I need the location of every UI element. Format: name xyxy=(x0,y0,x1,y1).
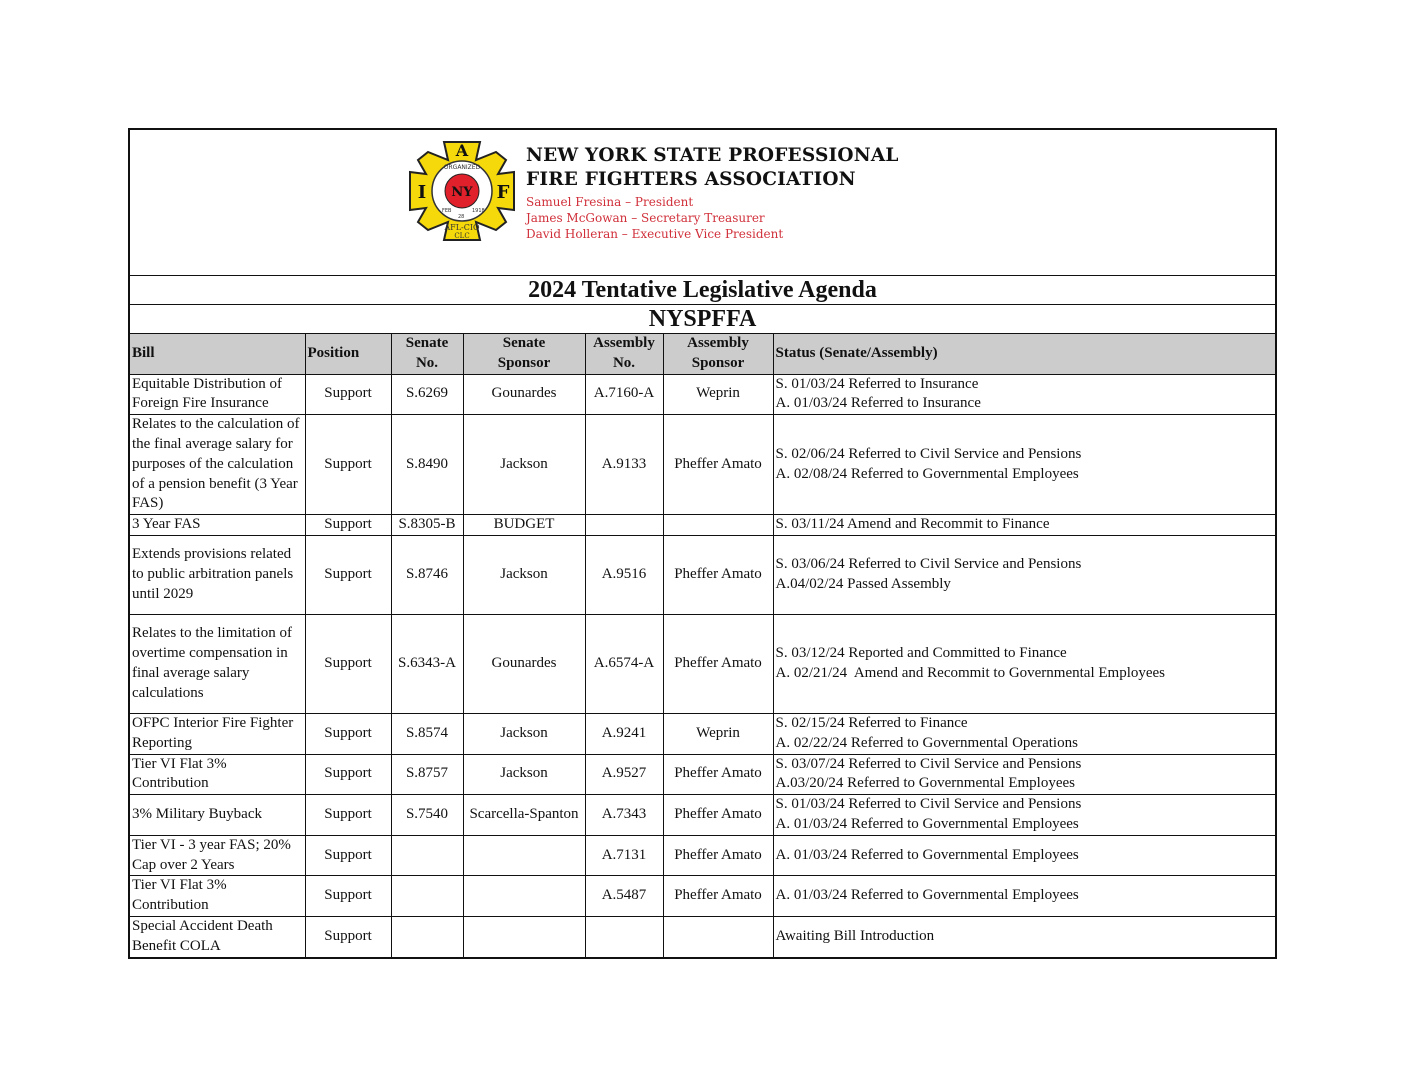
senate-sponsor-cell: Jackson xyxy=(463,415,585,515)
position-cell: Support xyxy=(305,916,391,957)
col-header-senate-no: Senate No. xyxy=(391,334,463,375)
org-name-line2: FIRE FIGHTERS ASSOCIATION xyxy=(526,169,856,190)
col-header-assembly-sponsor: Assembly Sponsor xyxy=(663,334,773,375)
assembly-no-cell: A.6574-A xyxy=(585,614,663,713)
svg-text:ORGANIZED: ORGANIZED xyxy=(443,164,481,171)
table-row xyxy=(129,876,1276,917)
table-row xyxy=(129,614,1276,713)
senate-sponsor-cell: Scarcella-Spanton xyxy=(463,795,585,836)
legislative-agenda-document xyxy=(128,128,1275,959)
org-name-line1: NEW YORK STATE PROFESSIONAL xyxy=(526,145,899,166)
svg-text:FEB: FEB xyxy=(442,208,452,214)
senate-no-cell: S.8574 xyxy=(391,713,463,754)
position-cell: Support xyxy=(305,876,391,917)
table-row xyxy=(129,713,1276,754)
assembly-no-cell: A.9133 xyxy=(585,415,663,515)
status-cell: S. 03/12/24 Reported and Committed to Finance A. 02/21/24 Amend and Recommit to Governmental Employees xyxy=(773,614,1276,713)
senate-no-cell: S.8305-B xyxy=(391,515,463,536)
assembly-no-cell xyxy=(585,916,663,957)
assembly-sponsor-cell: Weprin xyxy=(663,713,773,754)
senate-sponsor-cell: Gounardes xyxy=(463,614,585,713)
assembly-sponsor-cell: Pheffer Amato xyxy=(663,835,773,876)
col-header-senate-sponsor: Senate Sponsor xyxy=(463,334,585,375)
senate-sponsor-cell: Jackson xyxy=(463,713,585,754)
assembly-no-cell: A.9241 xyxy=(585,713,663,754)
officer-executive-vp: David Holleran – Executive Vice President xyxy=(526,227,784,241)
assembly-sponsor-cell: Pheffer Amato xyxy=(663,535,773,614)
assembly-sponsor-cell: Pheffer Amato xyxy=(663,415,773,515)
position-cell: Support xyxy=(305,415,391,515)
senate-no-cell: S.7540 xyxy=(391,795,463,836)
position-cell: Support xyxy=(305,754,391,795)
assembly-no-cell: A.7343 xyxy=(585,795,663,836)
col-header-position: Position xyxy=(305,334,391,375)
status-cell: A. 01/03/24 Referred to Governmental Employees xyxy=(773,835,1276,876)
position-cell: Support xyxy=(305,374,391,415)
svg-text:I: I xyxy=(417,182,427,203)
assembly-no-cell: A.7131 xyxy=(585,835,663,876)
position-cell: Support xyxy=(305,515,391,536)
bill-cell: Extends provisions related to public arbitration panels until 2029 xyxy=(129,535,305,614)
bill-cell: OFPC Interior Fire Fighter Reporting xyxy=(129,713,305,754)
senate-no-cell: S.8490 xyxy=(391,415,463,515)
page-subtitle: NYSPFFA xyxy=(129,305,1276,334)
status-cell: Awaiting Bill Introduction xyxy=(773,916,1276,957)
officer-secretary-treasurer: James McGowan – Secretary Treasurer xyxy=(526,211,765,225)
bill-cell: Tier VI Flat 3% Contribution xyxy=(129,754,305,795)
assembly-sponsor-cell xyxy=(663,515,773,536)
table-row xyxy=(129,415,1276,515)
senate-no-cell: S.6269 xyxy=(391,374,463,415)
senate-sponsor-cell xyxy=(463,916,585,957)
organization-block xyxy=(526,144,899,242)
senate-sponsor-cell xyxy=(463,876,585,917)
assembly-sponsor-cell: Pheffer Amato xyxy=(663,754,773,795)
page-title: 2024 Tentative Legislative Agenda xyxy=(129,276,1276,305)
position-cell: Support xyxy=(305,614,391,713)
assembly-no-cell: A.9516 xyxy=(585,535,663,614)
status-cell: A. 01/03/24 Referred to Governmental Employees xyxy=(773,876,1276,917)
senate-no-cell xyxy=(391,916,463,957)
senate-sponsor-cell: Gounardes xyxy=(463,374,585,415)
assembly-sponsor-cell: Weprin xyxy=(663,374,773,415)
status-cell: S. 02/06/24 Referred to Civil Service and Pensions A. 02/08/24 Referred to Governmental Employees xyxy=(773,415,1276,515)
svg-text:AFL-CIO: AFL-CIO xyxy=(444,223,480,232)
status-cell: S. 02/15/24 Referred to Finance A. 02/22/24 Referred to Governmental Operations xyxy=(773,713,1276,754)
svg-text:CLC: CLC xyxy=(454,232,470,240)
table-row xyxy=(129,374,1276,415)
letterhead xyxy=(129,129,1276,276)
bill-cell: Equitable Distribution of Foreign Fire Insurance xyxy=(129,374,305,415)
bill-cell: Tier VI Flat 3% Contribution xyxy=(129,876,305,917)
status-cell: S. 03/06/24 Referred to Civil Service and Pensions A.04/02/24 Passed Assembly xyxy=(773,535,1276,614)
status-cell: S. 03/11/24 Amend and Recommit to Finance xyxy=(773,515,1276,536)
table-row xyxy=(129,835,1276,876)
bill-cell: Relates to the limitation of overtime compensation in final average salary calculations xyxy=(129,614,305,713)
assembly-sponsor-cell: Pheffer Amato xyxy=(663,614,773,713)
table-row xyxy=(129,916,1276,957)
bill-cell: Tier VI - 3 year FAS; 20% Cap over 2 Years xyxy=(129,835,305,876)
col-header-bill: Bill xyxy=(129,334,305,375)
bill-cell: 3 Year FAS xyxy=(129,515,305,536)
senate-no-cell: S.8757 xyxy=(391,754,463,795)
bill-cell: 3% Military Buyback xyxy=(129,795,305,836)
assembly-sponsor-cell: Pheffer Amato xyxy=(663,795,773,836)
svg-text:1918: 1918 xyxy=(472,208,485,214)
senate-sponsor-cell xyxy=(463,835,585,876)
table-row xyxy=(129,795,1276,836)
senate-sponsor-cell: BUDGET xyxy=(463,515,585,536)
col-header-assembly-no: Assembly No. xyxy=(585,334,663,375)
col-header-status: Status (Senate/Assembly) xyxy=(773,334,1276,375)
assembly-no-cell xyxy=(585,515,663,536)
svg-text:NY: NY xyxy=(451,185,473,200)
status-cell: S. 01/03/24 Referred to Civil Service and Pensions A. 01/03/24 Referred to Governmental Employees xyxy=(773,795,1276,836)
assembly-sponsor-cell xyxy=(663,916,773,957)
bill-cell: Special Accident Death Benefit COLA xyxy=(129,916,305,957)
table-header-row xyxy=(129,334,1276,375)
table-row xyxy=(129,535,1276,614)
svg-text:28: 28 xyxy=(458,214,465,220)
iaff-logo-icon xyxy=(406,138,518,244)
senate-sponsor-cell: Jackson xyxy=(463,754,585,795)
senate-no-cell: S.8746 xyxy=(391,535,463,614)
assembly-no-cell: A.5487 xyxy=(585,876,663,917)
senate-sponsor-cell: Jackson xyxy=(463,535,585,614)
table-row xyxy=(129,515,1276,536)
svg-text:F: F xyxy=(496,182,510,203)
status-cell: S. 01/03/24 Referred to Insurance A. 01/03/24 Referred to Insurance xyxy=(773,374,1276,415)
bill-cell: Relates to the calculation of the final average salary for purposes of the calculation of a pension benefit (3 Year FAS) xyxy=(129,415,305,515)
assembly-no-cell: A.7160-A xyxy=(585,374,663,415)
assembly-sponsor-cell: Pheffer Amato xyxy=(663,876,773,917)
svg-text:A: A xyxy=(455,141,469,160)
agenda-table xyxy=(128,128,1277,959)
senate-no-cell: S.6343-A xyxy=(391,614,463,713)
position-cell: Support xyxy=(305,713,391,754)
position-cell: Support xyxy=(305,535,391,614)
table-row xyxy=(129,754,1276,795)
status-cell: S. 03/07/24 Referred to Civil Service and Pensions A.03/20/24 Referred to Governmental Employees xyxy=(773,754,1276,795)
assembly-no-cell: A.9527 xyxy=(585,754,663,795)
senate-no-cell xyxy=(391,876,463,917)
position-cell: Support xyxy=(305,795,391,836)
position-cell: Support xyxy=(305,835,391,876)
officer-president: Samuel Fresina – President xyxy=(526,195,694,209)
senate-no-cell xyxy=(391,835,463,876)
